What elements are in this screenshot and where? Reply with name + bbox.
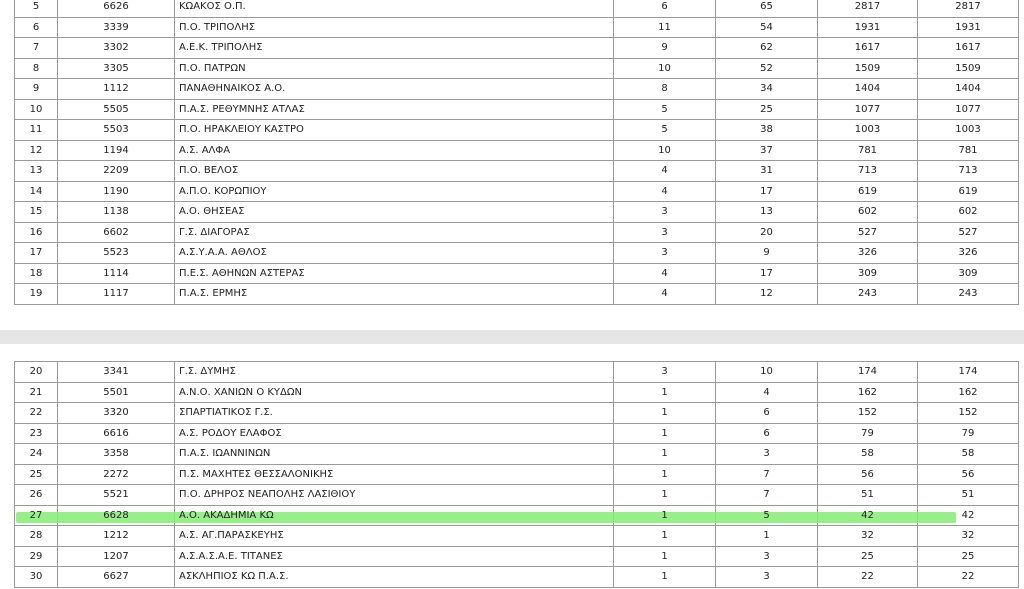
club-name-cell: Π.Σ. ΜΑΧΗΤΕΣ ΘΕΣΣΑΛΟΝΙΚΗΣ bbox=[175, 464, 614, 485]
table-row bbox=[15, 17, 1019, 38]
value-cell-1: 4 bbox=[614, 263, 716, 284]
value-cell-4: 326 bbox=[918, 243, 1019, 264]
value-cell-2: 52 bbox=[716, 58, 818, 79]
results-sheet-bottom bbox=[0, 344, 1024, 589]
table-row bbox=[15, 79, 1019, 100]
value-cell-1: 11 bbox=[614, 17, 716, 38]
code-cell: 3320 bbox=[58, 403, 175, 424]
club-name-cell: Π.Α.Σ. ΡΕΘΥΜΝΗΣ ΑΤΛΑΣ bbox=[175, 99, 614, 120]
value-cell-3: 25 bbox=[818, 546, 918, 567]
club-name-cell: Α.Ο. ΘΗΣΕΑΣ bbox=[175, 202, 614, 223]
club-name-cell: Α.Σ. ΡΟΔΟΥ ΕΛΑΦΟΣ bbox=[175, 423, 614, 444]
rank-cell: 23 bbox=[15, 423, 58, 444]
value-cell-2: 7 bbox=[716, 464, 818, 485]
results-table-top-body bbox=[15, 0, 1019, 304]
table-row bbox=[15, 546, 1019, 567]
value-cell-4: 602 bbox=[918, 202, 1019, 223]
rank-cell: 13 bbox=[15, 161, 58, 182]
value-cell-3: 32 bbox=[818, 526, 918, 547]
value-cell-3: 1617 bbox=[818, 38, 918, 59]
club-name-cell: Π.Ο. ΔΡΗΡΟΣ ΝΕΑΠΟΛΗΣ ΛΑΣΙΘΙΟΥ bbox=[175, 485, 614, 506]
rank-cell: 25 bbox=[15, 464, 58, 485]
value-cell-1: 1 bbox=[614, 423, 716, 444]
results-table-top bbox=[14, 0, 1019, 305]
value-cell-4: 22 bbox=[918, 567, 1019, 588]
value-cell-2: 3 bbox=[716, 567, 818, 588]
club-name-cell: Π.Ο. ΠΑΤΡΩΝ bbox=[175, 58, 614, 79]
table-row bbox=[15, 284, 1019, 305]
value-cell-2: 17 bbox=[716, 263, 818, 284]
club-name-cell: ΚΩΑΚΟΣ Ο.Π. bbox=[175, 0, 614, 17]
value-cell-1: 1 bbox=[614, 403, 716, 424]
rank-cell: 20 bbox=[15, 362, 58, 383]
club-name-cell: Α.Σ. ΑΛΦΑ bbox=[175, 140, 614, 161]
value-cell-3: 619 bbox=[818, 181, 918, 202]
code-cell: 2272 bbox=[58, 464, 175, 485]
rank-cell: 10 bbox=[15, 99, 58, 120]
code-cell: 5501 bbox=[58, 382, 175, 403]
results-table-bottom bbox=[14, 361, 1019, 588]
rank-cell: 24 bbox=[15, 444, 58, 465]
value-cell-4: 174 bbox=[918, 362, 1019, 383]
table-row bbox=[15, 38, 1019, 59]
code-cell: 5521 bbox=[58, 485, 175, 506]
rank-cell: 18 bbox=[15, 263, 58, 284]
value-cell-3: 1077 bbox=[818, 99, 918, 120]
value-cell-2: 9 bbox=[716, 243, 818, 264]
code-cell: 1112 bbox=[58, 79, 175, 100]
value-cell-1: 1 bbox=[614, 505, 716, 526]
code-cell: 3302 bbox=[58, 38, 175, 59]
code-cell: 2209 bbox=[58, 161, 175, 182]
results-table-bottom-body bbox=[15, 362, 1019, 588]
value-cell-2: 25 bbox=[716, 99, 818, 120]
code-cell: 3358 bbox=[58, 444, 175, 465]
value-cell-3: 713 bbox=[818, 161, 918, 182]
value-cell-2: 37 bbox=[716, 140, 818, 161]
table-row bbox=[15, 382, 1019, 403]
table-row bbox=[15, 526, 1019, 547]
table-row bbox=[15, 464, 1019, 485]
club-name-cell: Α.Ο. ΑΚΑΔΗΜΙΑ ΚΩ bbox=[175, 505, 614, 526]
value-cell-4: 781 bbox=[918, 140, 1019, 161]
club-name-cell: Α.Σ. ΑΓ.ΠΑΡΑΣΚΕΥΗΣ bbox=[175, 526, 614, 547]
value-cell-3: 1404 bbox=[818, 79, 918, 100]
value-cell-4: 619 bbox=[918, 181, 1019, 202]
value-cell-3: 56 bbox=[818, 464, 918, 485]
rank-cell: 29 bbox=[15, 546, 58, 567]
club-name-cell: Α.Ε.Κ. ΤΡΙΠΟΛΗΣ bbox=[175, 38, 614, 59]
value-cell-4: 713 bbox=[918, 161, 1019, 182]
table-row bbox=[15, 0, 1019, 17]
value-cell-3: 309 bbox=[818, 263, 918, 284]
club-name-cell: Α.Σ.Α.Σ.Α.Ε. ΤΙΤΑΝΕΣ bbox=[175, 546, 614, 567]
value-cell-3: 602 bbox=[818, 202, 918, 223]
rank-cell: 14 bbox=[15, 181, 58, 202]
value-cell-4: 79 bbox=[918, 423, 1019, 444]
value-cell-4: 162 bbox=[918, 382, 1019, 403]
value-cell-1: 1 bbox=[614, 464, 716, 485]
value-cell-2: 3 bbox=[716, 546, 818, 567]
table-row bbox=[15, 243, 1019, 264]
table-row bbox=[15, 403, 1019, 424]
table-row bbox=[15, 202, 1019, 223]
value-cell-2: 10 bbox=[716, 362, 818, 383]
club-name-cell: Π.Ο. ΤΡΙΠΟΛΗΣ bbox=[175, 17, 614, 38]
value-cell-1: 1 bbox=[614, 567, 716, 588]
code-cell: 6628 bbox=[58, 505, 175, 526]
table-row bbox=[15, 99, 1019, 120]
value-cell-3: 243 bbox=[818, 284, 918, 305]
value-cell-2: 6 bbox=[716, 403, 818, 424]
value-cell-3: 152 bbox=[818, 403, 918, 424]
value-cell-1: 1 bbox=[614, 546, 716, 567]
value-cell-1: 5 bbox=[614, 99, 716, 120]
table-row bbox=[15, 161, 1019, 182]
value-cell-3: 1003 bbox=[818, 120, 918, 141]
rank-cell: 8 bbox=[15, 58, 58, 79]
value-cell-4: 152 bbox=[918, 403, 1019, 424]
value-cell-4: 1509 bbox=[918, 58, 1019, 79]
value-cell-1: 4 bbox=[614, 181, 716, 202]
value-cell-1: 1 bbox=[614, 382, 716, 403]
table-row bbox=[15, 120, 1019, 141]
code-cell: 1138 bbox=[58, 202, 175, 223]
table-row bbox=[15, 423, 1019, 444]
table-row bbox=[15, 222, 1019, 243]
value-cell-2: 34 bbox=[716, 79, 818, 100]
club-name-cell: Π.Α.Σ. ΙΩΑΝΝΙΝΩΝ bbox=[175, 444, 614, 465]
value-cell-4: 527 bbox=[918, 222, 1019, 243]
value-cell-2: 38 bbox=[716, 120, 818, 141]
value-cell-3: 58 bbox=[818, 444, 918, 465]
code-cell: 6627 bbox=[58, 567, 175, 588]
table-row bbox=[15, 263, 1019, 284]
value-cell-3: 51 bbox=[818, 485, 918, 506]
value-cell-3: 42 bbox=[818, 505, 918, 526]
club-name-cell: Γ.Σ. ΔΥΜΗΣ bbox=[175, 362, 614, 383]
table-row bbox=[15, 505, 1019, 526]
code-cell: 1117 bbox=[58, 284, 175, 305]
value-cell-1: 3 bbox=[614, 222, 716, 243]
value-cell-3: 781 bbox=[818, 140, 918, 161]
value-cell-4: 1077 bbox=[918, 99, 1019, 120]
rank-cell: 27 bbox=[15, 505, 58, 526]
value-cell-4: 51 bbox=[918, 485, 1019, 506]
rank-cell: 6 bbox=[15, 17, 58, 38]
value-cell-4: 309 bbox=[918, 263, 1019, 284]
code-cell: 3305 bbox=[58, 58, 175, 79]
value-cell-4: 243 bbox=[918, 284, 1019, 305]
value-cell-1: 1 bbox=[614, 444, 716, 465]
value-cell-1: 5 bbox=[614, 120, 716, 141]
table-row bbox=[15, 485, 1019, 506]
value-cell-1: 3 bbox=[614, 243, 716, 264]
table-row bbox=[15, 58, 1019, 79]
club-name-cell: Π.Α.Σ. ΕΡΜΗΣ bbox=[175, 284, 614, 305]
value-cell-2: 3 bbox=[716, 444, 818, 465]
code-cell: 6616 bbox=[58, 423, 175, 444]
value-cell-2: 6 bbox=[716, 423, 818, 444]
code-cell: 6602 bbox=[58, 222, 175, 243]
value-cell-4: 58 bbox=[918, 444, 1019, 465]
rank-cell: 19 bbox=[15, 284, 58, 305]
rank-cell: 30 bbox=[15, 567, 58, 588]
value-cell-2: 20 bbox=[716, 222, 818, 243]
rank-cell: 26 bbox=[15, 485, 58, 506]
value-cell-4: 32 bbox=[918, 526, 1019, 547]
value-cell-2: 13 bbox=[716, 202, 818, 223]
value-cell-2: 4 bbox=[716, 382, 818, 403]
value-cell-4: 1003 bbox=[918, 120, 1019, 141]
club-name-cell: Α.Π.Ο. ΚΟΡΩΠΙΟΥ bbox=[175, 181, 614, 202]
value-cell-1: 1 bbox=[614, 485, 716, 506]
value-cell-4: 2817 bbox=[918, 0, 1019, 17]
value-cell-4: 56 bbox=[918, 464, 1019, 485]
page-separator bbox=[0, 330, 1024, 344]
club-name-cell: Π.Ο. ΒΕΛΟΣ bbox=[175, 161, 614, 182]
value-cell-1: 3 bbox=[614, 202, 716, 223]
value-cell-1: 10 bbox=[614, 58, 716, 79]
value-cell-2: 12 bbox=[716, 284, 818, 305]
value-cell-2: 31 bbox=[716, 161, 818, 182]
value-cell-2: 54 bbox=[716, 17, 818, 38]
club-name-cell: Α.Ν.Ο. ΧΑΝΙΩΝ Ο ΚΥΔΩΝ bbox=[175, 382, 614, 403]
table-row bbox=[15, 140, 1019, 161]
value-cell-4: 1404 bbox=[918, 79, 1019, 100]
value-cell-3: 79 bbox=[818, 423, 918, 444]
value-cell-2: 65 bbox=[716, 0, 818, 17]
table-row bbox=[15, 181, 1019, 202]
rank-cell: 17 bbox=[15, 243, 58, 264]
table-row bbox=[15, 444, 1019, 465]
rank-cell: 7 bbox=[15, 38, 58, 59]
rank-cell: 16 bbox=[15, 222, 58, 243]
club-name-cell: ΑΣΚΛΗΠΙΟΣ ΚΩ Π.Α.Σ. bbox=[175, 567, 614, 588]
value-cell-1: 3 bbox=[614, 362, 716, 383]
value-cell-3: 1931 bbox=[818, 17, 918, 38]
value-cell-3: 174 bbox=[818, 362, 918, 383]
rank-cell: 11 bbox=[15, 120, 58, 141]
value-cell-2: 5 bbox=[716, 505, 818, 526]
value-cell-4: 25 bbox=[918, 546, 1019, 567]
value-cell-3: 22 bbox=[818, 567, 918, 588]
code-cell: 5523 bbox=[58, 243, 175, 264]
value-cell-4: 1931 bbox=[918, 17, 1019, 38]
value-cell-3: 326 bbox=[818, 243, 918, 264]
rank-cell: 22 bbox=[15, 403, 58, 424]
value-cell-2: 7 bbox=[716, 485, 818, 506]
value-cell-2: 17 bbox=[716, 181, 818, 202]
club-name-cell: Γ.Σ. ΔΙΑΓΟΡΑΣ bbox=[175, 222, 614, 243]
value-cell-4: 42 bbox=[918, 505, 1019, 526]
value-cell-2: 62 bbox=[716, 38, 818, 59]
code-cell: 1207 bbox=[58, 546, 175, 567]
value-cell-1: 8 bbox=[614, 79, 716, 100]
value-cell-3: 1509 bbox=[818, 58, 918, 79]
table-row bbox=[15, 567, 1019, 588]
code-cell: 3341 bbox=[58, 362, 175, 383]
club-name-cell: Α.Σ.Υ.Α.Α. ΑΘΛΟΣ bbox=[175, 243, 614, 264]
rank-cell: 12 bbox=[15, 140, 58, 161]
club-name-cell: Π.Ε.Σ. ΑΘΗΝΩΝ ΑΣΤΕΡΑΣ bbox=[175, 263, 614, 284]
code-cell: 1190 bbox=[58, 181, 175, 202]
club-name-cell: ΠΑΝΑΘΗΝΑΙΚΟΣ Α.Ο. bbox=[175, 79, 614, 100]
code-cell: 1212 bbox=[58, 526, 175, 547]
value-cell-2: 1 bbox=[716, 526, 818, 547]
rank-cell: 21 bbox=[15, 382, 58, 403]
value-cell-3: 527 bbox=[818, 222, 918, 243]
table-row bbox=[15, 362, 1019, 383]
value-cell-1: 4 bbox=[614, 161, 716, 182]
code-cell: 3339 bbox=[58, 17, 175, 38]
value-cell-1: 4 bbox=[614, 284, 716, 305]
rank-cell: 15 bbox=[15, 202, 58, 223]
value-cell-4: 1617 bbox=[918, 38, 1019, 59]
value-cell-1: 10 bbox=[614, 140, 716, 161]
rank-cell: 28 bbox=[15, 526, 58, 547]
code-cell: 5505 bbox=[58, 99, 175, 120]
value-cell-1: 1 bbox=[614, 526, 716, 547]
rank-cell: 9 bbox=[15, 79, 58, 100]
value-cell-3: 162 bbox=[818, 382, 918, 403]
code-cell: 1114 bbox=[58, 263, 175, 284]
code-cell: 6626 bbox=[58, 0, 175, 17]
value-cell-1: 9 bbox=[614, 38, 716, 59]
value-cell-3: 2817 bbox=[818, 0, 918, 17]
code-cell: 5503 bbox=[58, 120, 175, 141]
rank-cell: 5 bbox=[15, 0, 58, 17]
club-name-cell: ΣΠΑΡΤΙΑΤΙΚΟΣ Γ.Σ. bbox=[175, 403, 614, 424]
code-cell: 1194 bbox=[58, 140, 175, 161]
club-name-cell: Π.Ο. ΗΡΑΚΛΕΙΟΥ ΚΑΣΤΡΟ bbox=[175, 120, 614, 141]
value-cell-1: 6 bbox=[614, 0, 716, 17]
